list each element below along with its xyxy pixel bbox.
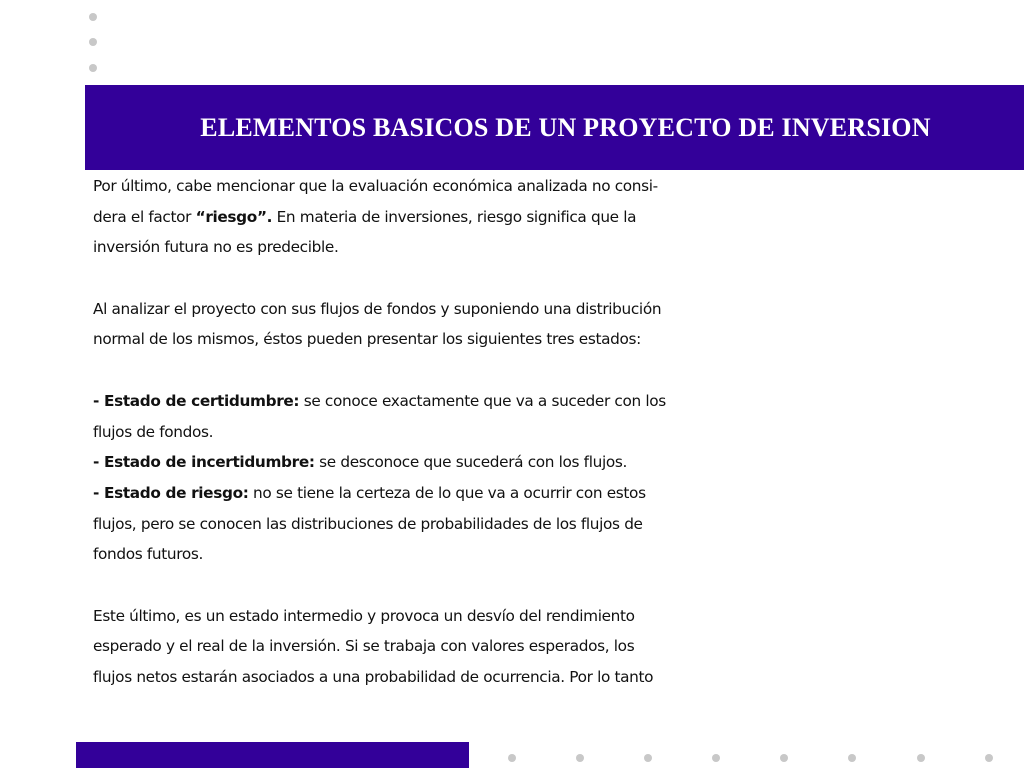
body-line bbox=[93, 631, 733, 662]
decorative-dot bbox=[848, 754, 856, 762]
paragraph-text: En materia de inversiones, riesgo significa que la bbox=[272, 207, 637, 226]
body-line bbox=[93, 509, 733, 540]
body-line bbox=[93, 294, 733, 325]
decorative-dot bbox=[780, 754, 788, 762]
paragraph-text: dera el factor bbox=[93, 207, 196, 226]
body-line bbox=[93, 417, 733, 448]
body-line bbox=[93, 324, 733, 355]
body-line bbox=[93, 232, 733, 263]
paragraph-text: no se tiene la certeza de lo que va a ocurrir con estos bbox=[248, 483, 646, 502]
body-line bbox=[93, 171, 733, 202]
decorative-dot bbox=[712, 754, 720, 762]
decorative-dot bbox=[508, 754, 516, 762]
emphasis-text: “riesgo”. bbox=[195, 207, 273, 226]
paragraph-text: se desconoce que sucederá con los flujos. bbox=[314, 453, 627, 472]
paragraph-text: flujos de fondos. bbox=[93, 422, 214, 441]
decorative-dot bbox=[917, 754, 925, 762]
body-line bbox=[93, 202, 733, 233]
body-line bbox=[93, 386, 733, 417]
decorative-dot bbox=[89, 64, 97, 72]
body-line bbox=[93, 447, 733, 478]
paragraph-text: se conoce exactamente que va a suceder con los bbox=[299, 391, 666, 410]
paragraph-text: Por último, cabe mencionar que la evaluación económica analizada no consi- bbox=[93, 177, 658, 195]
slide-title: ELEMENTOS BASICOS DE UN PROYECTO DE INVERSION bbox=[200, 113, 931, 142]
body-line bbox=[93, 478, 733, 509]
decorative-dot bbox=[89, 38, 97, 46]
decorative-dot bbox=[89, 13, 97, 21]
body-line bbox=[93, 662, 733, 693]
state-label-riesgo: - Estado de riesgo: bbox=[93, 483, 249, 502]
paragraph-text: normal de los mismos, éstos pueden presentar los siguientes tres estados: bbox=[93, 330, 641, 349]
paragraph-text: Al analizar el proyecto con sus flujos de fondos y suponiendo una distribución bbox=[93, 299, 662, 318]
title-band bbox=[85, 85, 1024, 170]
slide-body bbox=[93, 171, 733, 693]
paragraph-text: flujos, pero se conocen las distribuciones de probabilidades de los flujos de bbox=[93, 514, 643, 533]
decorative-dot bbox=[576, 754, 584, 762]
paragraph-spacer bbox=[93, 570, 733, 601]
paragraph-text: fondos futuros. bbox=[93, 545, 204, 564]
paragraph-spacer bbox=[93, 263, 733, 294]
paragraph-text: flujos netos estarán asociados a una probabilidad de ocurrencia. Por lo tanto bbox=[93, 668, 654, 686]
paragraph-text: esperado y el real de la inversión. Si se trabaja con valores esperados, los bbox=[93, 637, 635, 656]
paragraph-text: Este último, es un estado intermedio y provoca un desvío del rendimiento bbox=[93, 606, 635, 625]
paragraph-text: inversión futura no es predecible. bbox=[93, 238, 339, 257]
paragraph-spacer bbox=[93, 355, 733, 386]
state-label-certidumbre: - Estado de certidumbre: bbox=[93, 391, 300, 410]
body-line bbox=[93, 601, 733, 632]
state-label-incertidumbre: - Estado de incertidumbre: bbox=[93, 453, 315, 472]
body-line bbox=[93, 539, 733, 570]
decorative-dot bbox=[985, 754, 993, 762]
bottom-accent-bar bbox=[76, 742, 469, 768]
decorative-dot bbox=[644, 754, 652, 762]
